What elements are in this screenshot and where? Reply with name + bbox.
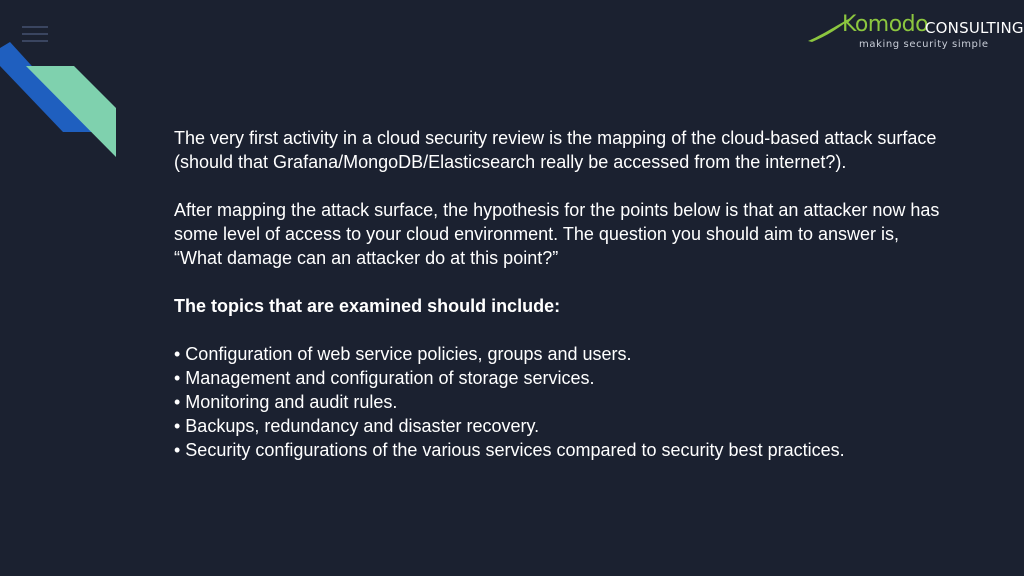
list-item: • Management and configuration of storage services. — [174, 368, 595, 388]
topics-heading: The topics that are examined should include: — [174, 296, 561, 316]
topics-list — [174, 342, 944, 462]
intro-paragraph: The very first activity in a cloud security review is the mapping of the cloud-based attack surface (should that Grafana/MongoDB/Elasticsearch really be accessed from the internet?). — [174, 128, 937, 172]
list-item: • Security configurations of the various services compared to security best practices. — [174, 440, 845, 460]
logo-wordmark — [806, 10, 1024, 40]
mint-stripe — [26, 66, 116, 157]
logo-brand-primary: Komodo — [842, 12, 929, 37]
list-item: • Backups, redundancy and disaster recovery. — [174, 416, 540, 436]
slide-content — [174, 126, 944, 462]
list-item: • Configuration of web service policies, groups and users. — [174, 344, 632, 364]
logo-brand-secondary: CONSULTING — [925, 19, 1024, 37]
list-item: • Monitoring and audit rules. — [174, 392, 398, 412]
hypothesis-paragraph: After mapping the attack surface, the hypothesis for the points below is that an attacker now has some level of access to your cloud environment. The question you should aim to answer is, “What damage can an attacker do at this point?” — [174, 200, 940, 268]
company-logo — [806, 10, 1024, 55]
corner-decoration — [0, 0, 130, 170]
logo-tagline: making security simple — [859, 39, 989, 50]
